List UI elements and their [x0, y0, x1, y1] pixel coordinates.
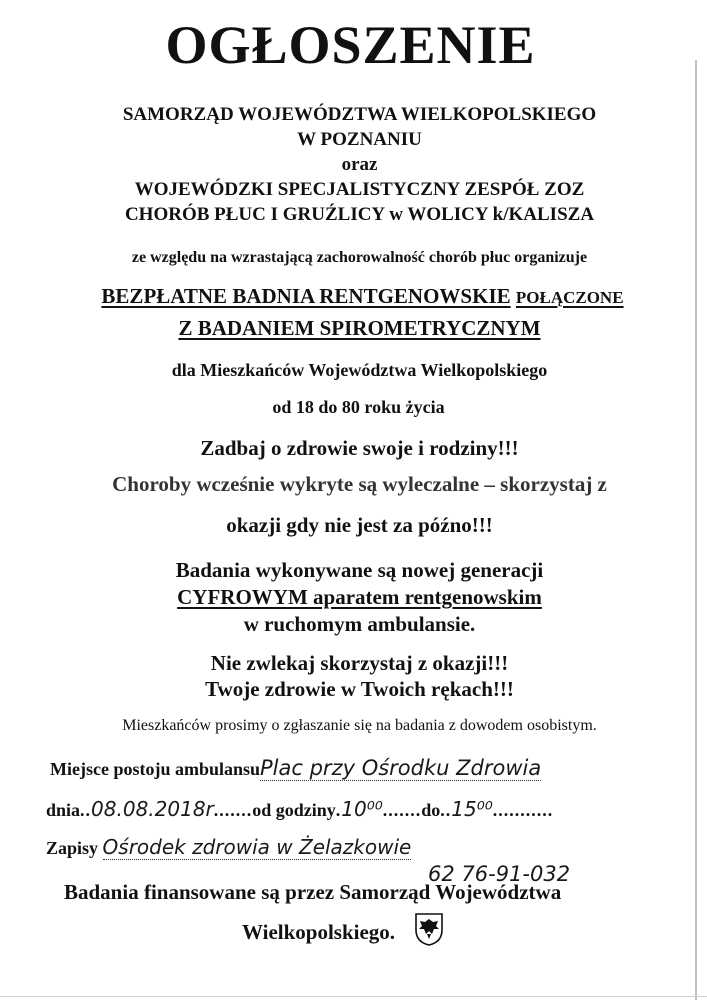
- to-label: do: [421, 800, 441, 820]
- exam-line2-text: Z BADANIEM SPIROMETRYCZNYM: [178, 316, 541, 340]
- tech-line3: w ruchomym ambulansie.: [243, 612, 476, 636]
- slogan: Zadbaj o zdrowie swoje i rodziny!!!: [200, 436, 519, 460]
- date-row: dnia..08.08.2018r.......od godziny.10⁰⁰.......do..15⁰⁰...........: [46, 797, 554, 821]
- date-value: 08.08.2018r: [91, 797, 214, 821]
- place-label: Miejsce postoju ambulansu: [50, 759, 261, 779]
- scan-edge-bottom: [0, 996, 707, 997]
- place-value: Plac przy Ośrodku Zdrowia: [260, 756, 542, 780]
- registration-label: Zapisy: [46, 838, 99, 858]
- from-label: od godziny: [252, 800, 336, 820]
- exam-line1-tail: POŁĄCZONE: [515, 288, 624, 307]
- exam-line1: [18, 284, 707, 309]
- urge-line2: Twoje zdrowie w Twoich rękach!!!: [205, 677, 514, 701]
- funding-line2: Wielkopolskiego.: [242, 920, 396, 944]
- notice-title: OGŁOSZENIE: [165, 15, 536, 75]
- place-row: [50, 756, 541, 780]
- funding-line1: Badania finansowane są przez Samorząd Województwa: [64, 880, 562, 904]
- org2-line1: WOJEWÓDZKI SPECJALISTYCZNY ZESPÓŁ ZOZ: [134, 179, 585, 200]
- age-range: od 18 do 80 roku życia: [272, 397, 445, 417]
- reason-text: ze względu na wzrastającą zachorowalność chorób płuc organizuje: [131, 249, 588, 266]
- audience-text: dla Mieszkańców Województwa Wielkopolskiego: [171, 360, 548, 380]
- early-detection-line1: Choroby wcześnie wykryte są wyleczalne – skorzystaj z: [112, 472, 607, 496]
- from-time-value: 10⁰⁰: [341, 797, 383, 821]
- registration-value: Ośrodek zdrowia w Żelazkowie: [102, 835, 412, 859]
- tech-line2: [12, 585, 707, 610]
- org2-line2: CHORÓB PŁUC I GRUŹLICY w WOLICY k/KALISZA: [124, 204, 595, 225]
- early-detection-line2: okazji gdy nie jest za późno!!!: [226, 513, 493, 537]
- to-time-value: 15⁰⁰: [451, 797, 493, 821]
- id-note: Mieszkańców prosimy o zgłaszanie się na badania z dowodem osobistym.: [122, 717, 597, 734]
- urge-line1: Nie zwlekaj skorzystaj z okazji!!!: [210, 651, 509, 675]
- date-label: dnia: [46, 800, 81, 820]
- coat-of-arms-eagle-icon: [414, 912, 444, 946]
- tech-line2-text: CYFROWYM aparatem rentgenowskim: [177, 585, 542, 609]
- phone-number: 62 76-91-032: [428, 862, 571, 886]
- registration-row: [46, 835, 411, 859]
- exam-line1-main: BEZPŁATNE BADNIA RENTGENOWSKIE: [101, 284, 511, 308]
- exam-line2: [12, 316, 707, 341]
- conjunction: oraz: [341, 154, 378, 175]
- org1-line1: SAMORZĄD WOJEWÓDZTWA WIELKOPOLSKIEGO: [122, 104, 597, 125]
- org1-line2: W POZNANIU: [297, 129, 422, 150]
- tech-line1: Badania wykonywane są nowej generacji: [175, 558, 544, 582]
